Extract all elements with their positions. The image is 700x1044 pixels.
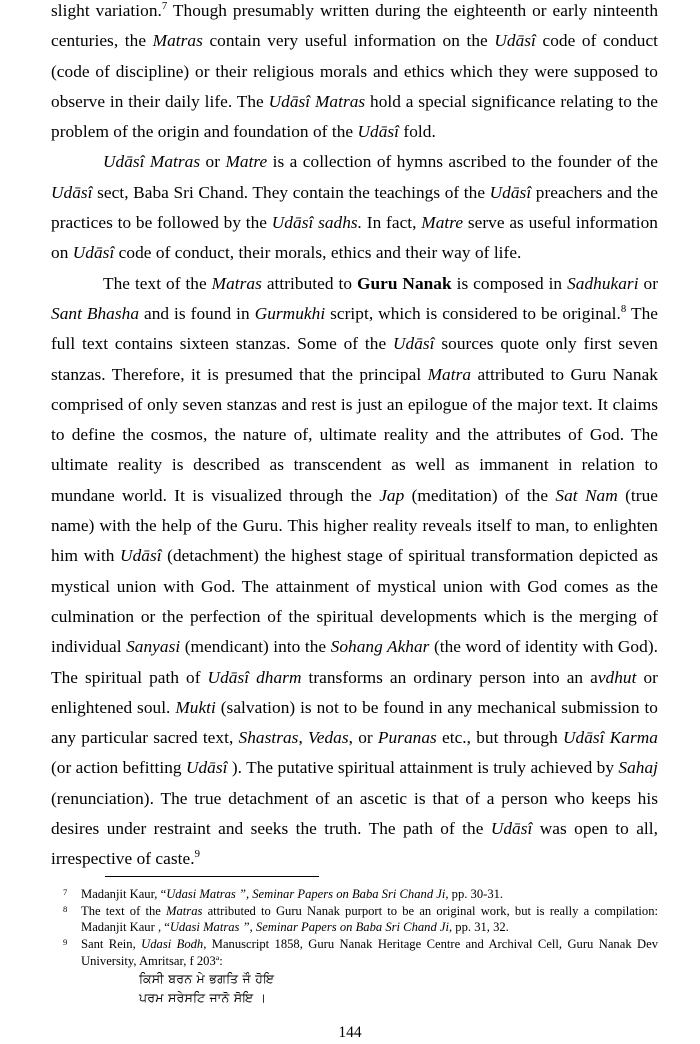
italic-term: Karma — [609, 728, 658, 748]
italic-term: Udāsî Matras — [103, 152, 201, 172]
italic-term: Udāsî — [72, 243, 115, 263]
footnote-item — [51, 886, 658, 902]
italic-term: Shastras — [238, 728, 299, 748]
text-run: (meditation) of the — [404, 485, 556, 505]
text-run: (true name) with the help of the Guru. This higher reality reveals itself to man, to enlighten him with — [51, 485, 658, 566]
text-run: script, which is considered to be original. — [325, 303, 621, 323]
italic-term: Udāsî — [393, 334, 435, 354]
footnote-reference: 9 — [194, 848, 201, 861]
bold-term: Guru Nanak — [356, 273, 452, 293]
italic-term: Sat Nam — [555, 485, 618, 505]
text-run: , Manuscript 1858, Guru Nanak Heritage Centre and Archival Cell, Guru Nanak Dev University, Amritsar, f 203 — [81, 937, 658, 968]
footnote-item — [51, 936, 658, 969]
italic-term: vdhut — [597, 667, 637, 687]
text-run: is composed in — [451, 273, 568, 293]
gurmukhi-verse-line: ਕਿਸੀ ਬਰਨ ਮੇ ਭਗਤਿ ਜੌ ਹੋਇ — [139, 971, 275, 987]
text-run: preachers and the practices to be followed by the — [51, 182, 658, 233]
text-run: and is found in — [139, 303, 255, 323]
body-paragraph — [51, 147, 658, 268]
text-run: sources quote only first seven stanzas. Therefore, it is presumed that the principal — [51, 334, 659, 384]
text-run: (the word of identity with God). The spiritual path of — [51, 637, 658, 687]
italic-term: Puranas — [377, 728, 437, 748]
italic-term: Mukti — [175, 697, 216, 717]
italic-term: Sanyasi — [126, 637, 181, 657]
italic-term: Udāsî — [357, 122, 400, 142]
text-run: (salvation) is not to be found in any mechanical submission to any particular sacred text, — [51, 697, 658, 748]
footnote-marker: 7 — [63, 887, 68, 897]
text-run: contain very useful information on the — [202, 31, 495, 51]
italic-term: Udāsî — [490, 819, 533, 839]
italic-term: Udāsî sadhs. — [271, 213, 363, 233]
italic-term: Udāsî — [207, 667, 250, 687]
footnote-item — [51, 903, 658, 936]
italic-term: Sahaj — [618, 758, 659, 778]
text-run: Though presumably written during the eighteenth or early ninteenth centuries, the — [51, 1, 659, 51]
italic-term: Udāsî — [494, 31, 536, 51]
paragraph-list — [51, 0, 658, 875]
text-run: Madanjit Kaur, “ — [81, 887, 167, 901]
italic-term: Udāsî — [185, 758, 228, 778]
italic-term: Jap — [379, 485, 405, 505]
text-run: code of conduct (code of discipline) or their religious morals and ethics which they were supposed to observe in their daily life. The — [51, 31, 659, 111]
text-run: (detachment) the highest stage of spiritual transformation depicted as mystical union with God. The attainment of mystical union with God comes as the culmination or the perfection of the spiritual developments which is the merging of individual — [51, 546, 658, 657]
italic-term: Udāsî — [489, 182, 532, 202]
body-paragraph — [51, 269, 658, 875]
footnote-section — [51, 876, 658, 1006]
text-run: The text of the — [103, 273, 212, 293]
text-run: Sant Rein, — [81, 937, 142, 952]
text-run: was open to all, irrespective of caste. — [51, 819, 658, 869]
gurmukhi-verse-line: ਪਰਮ ਸਰੇਸਟਿ ਜਾਨੋ ਸੋਇ । — [139, 989, 267, 1005]
text-run: attributed to Guru Nanak comprised of only seven stanzas and rest is just an epilogue of the major text. It claims to define the cosmos, the nature of, ultimate reality and the attributes of God. The ultimate reality is described as transcendent as well as immanent in relation to mundane world. It is visualized through the — [51, 364, 658, 505]
body-text-column — [51, 0, 658, 875]
italic-term: Udāsî — [562, 728, 605, 748]
italic-term: Udasi Matras ”, Seminar Papers on Baba Sri Chand Ji — [169, 920, 449, 935]
italic-term: Matre — [225, 152, 268, 172]
italic-term: Matra — [427, 364, 472, 384]
text-run: etc., but through — [436, 728, 563, 748]
text-run: is a collection of hymns ascribed to the founder of the — [267, 152, 658, 172]
italic-term: Sohang Akhar — [330, 637, 430, 657]
text-run: (renunciation). The true detachment of an ascetic is that of a person who keeps his desires under restraint and seeks the truth. The path of the — [51, 788, 658, 839]
italic-term: Udāsî — [120, 546, 162, 566]
text-run: or — [200, 152, 226, 172]
italic-term: Udasi Matras ”, Seminar Papers on Baba Sri Chand Ji — [166, 887, 446, 901]
text-run: attributed to Guru Nanak purport to be an original work, but is really a compilation: Madanjit Kaur , “ — [81, 903, 658, 935]
text-run: transforms an ordinary person into an a — [301, 667, 598, 687]
text-run: sect, Baba Sri Chand. They contain the teachings of the — [92, 182, 490, 202]
text-run: or enlightened soul. — [51, 667, 658, 717]
italic-term: Matras — [211, 273, 262, 293]
italic-term: Matras — [166, 903, 203, 918]
footnote-marker: 8 — [63, 903, 68, 914]
body-paragraph — [51, 0, 658, 147]
italic-term: Udasi Bodh — [141, 937, 204, 952]
footnote-list — [51, 886, 658, 1006]
footnote-reference: 8 — [620, 303, 627, 316]
text-run: : — [219, 953, 223, 968]
text-run: , or — [348, 728, 378, 748]
italic-term: Gurmukhi — [254, 303, 326, 323]
text-run: , — [298, 728, 309, 748]
text-run: , pp. 31, 32. — [449, 920, 509, 935]
italic-term: Matre — [421, 213, 464, 233]
text-run: In fact, — [362, 213, 422, 233]
text-run: (mendicant) into the — [180, 637, 331, 657]
text-run: (or action befitting — [51, 758, 186, 778]
text-run: fold. — [399, 122, 436, 142]
text-run: hold a special significance relating to the problem of the origin and foundation of the — [51, 91, 658, 142]
footnote-reference: a — [215, 952, 220, 962]
text-run: or — [638, 273, 658, 293]
text-run: The text of the — [81, 903, 167, 918]
italic-term: Vedas — [308, 728, 349, 748]
text-run: attributed to — [261, 273, 357, 293]
italic-term: Udāsî — [268, 91, 311, 111]
italic-term: Matras — [314, 91, 366, 111]
text-run: The full text contains sixteen stanzas. Some of the — [51, 303, 658, 354]
text-run: code of conduct, their morals, ethics and their way of life. — [114, 243, 522, 263]
footnote-marker: 9 — [63, 937, 68, 948]
italic-term: Udāsî — [51, 182, 93, 202]
text-run: serve as useful information on — [51, 213, 658, 263]
italic-term: dharm — [256, 667, 302, 687]
italic-term: Matras — [152, 31, 203, 51]
footnote-separator-rule — [105, 876, 319, 877]
page-number: 144 — [338, 1024, 362, 1041]
text-run: slight variation. — [51, 1, 162, 20]
text-run: , pp. 30-31. — [445, 887, 504, 901]
footnote-reference: 7 — [161, 0, 168, 13]
text-run: ). The putative spiritual attainment is truly achieved by — [227, 758, 619, 778]
italic-term: Sadhukari — [567, 273, 639, 293]
italic-term: Sant Bhasha — [51, 303, 140, 323]
